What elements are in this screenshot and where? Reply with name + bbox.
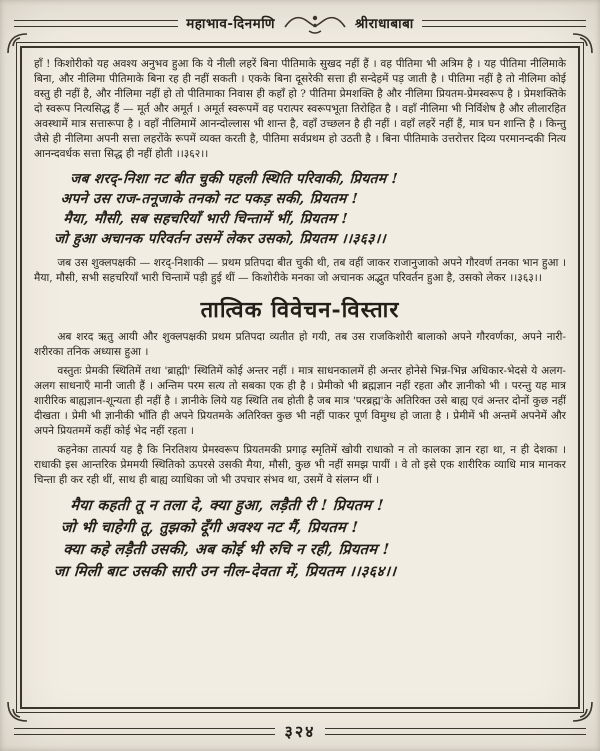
footer-rule-left bbox=[14, 728, 275, 735]
paragraph: वस्तुतः प्रेमकी स्थितिमें तथा 'ब्राह्मी' स्थितिमें कोई अन्तर नहीं । मात्र साधनकालमें ही अन्तर होनेसे भिन्न-भिन्न अधिकार-भेदसे ये अलग-अलग साधनाएँ मानी जाती हैं । अन्तिम परम सत्य तो सबका एक ही है । प्रेमीको भी ब्रह्मज्ञान नहीं रहता और ज्ञानीको भी । परन्तु यह मात्र शारीरिक बाह्यज्ञान-शून्यता ही नहीं है । ज्ञानीके लिये यह स्थिति तब होती है जब मात्र 'परब्रह्म'के अतिरिक्त उसे बाह्य एवं अन्तर दोनों कुछ नहीं दीखता । प्रेमी भी ज्ञानीकी भाँति ही अपने प्रियतमके अतिरिक्त कुछ भी नहीं पाकर पूर्ण विमुग्ध हो जाता है । प्रेमीमें भी अन्तमें अपनेमें और अपने प्रियतममें कहीं कोई भेद नहीं रहता । bbox=[34, 365, 566, 437]
verse-line: अपने उस राज-तनूजाके तनको नट पकड़ सकी, प्रियतम ! bbox=[60, 191, 359, 207]
verse-block bbox=[31, 495, 569, 583]
page-footer bbox=[14, 717, 586, 745]
page-header bbox=[14, 8, 586, 38]
verse-line: जो भी चाहेगी तू, तुझको दूँगी अवश्य नट मैं, प्रियतम ! bbox=[60, 519, 359, 536]
header-title-right: श्रीराधाबाबा bbox=[355, 16, 414, 32]
section-heading: तात्विक विवेचन-विस्तार bbox=[200, 297, 400, 323]
verse-line: मैया, मौसी, सब सहचरियाँ भारी चिन्तामें भीं, प्रियतम ! bbox=[62, 211, 349, 227]
verse-line: मैया कहती तू न तला दे, क्या हुआ, लड़ैती री ! प्रियतम ! bbox=[69, 497, 385, 514]
footer-rule-right bbox=[325, 728, 586, 735]
paragraph: कहनेका तात्पर्य यह है कि निरतिशय प्रेमस्वरूप प्रियतमकी प्रगाढ़ स्मृतिमें खोयी राधाको न तो कालका ज्ञान रहा था, न ही देशका । राधाकी इस आन्तरिक प्रेममयी स्थितिको ऊपरसे उसकी मैया, मौसी, कुछ भी नहीं समझ पायीं । वे तो इसे एक शारीरिक व्याधि मात्र मानकर चिन्ता ही कर रही थीं, साथ ही बाह्य व्याधिका जो भी उपचार संभव था, उसमें वे संलग्न थीं । bbox=[34, 444, 566, 486]
verse-block bbox=[31, 169, 569, 249]
header-title-left: महाभाव-दिनमणि bbox=[186, 16, 276, 32]
page-border-frame bbox=[16, 42, 584, 713]
header-rule-right bbox=[422, 20, 586, 27]
paragraph: जब उस शुक्लपक्षकी — शरद्-निशाकी — प्रथम प्रतिपदा बीत चुकी थी, तब वहीं जाकर राजानुजाको अपने गौरवर्ण तनका भान हुआ । मैया, मौसी, सभी सहचरियाँ भारी चिन्तामें पड़ी हुई थीं — किशोरीके मनका जो अचानक अद्भुत परिवर्तन हुआ है, उसको लेकर ।।३६३।। bbox=[34, 257, 566, 284]
page-content bbox=[22, 48, 578, 707]
verse-line: क्या कहे लड़ैती उसकी, अब कोई भी रुचि न रही, प्रियतम ! bbox=[62, 541, 391, 558]
verse-line: जा मिली बाट उसकी सारी उन नील-देवता में, प्रियतम ।।३६४।। bbox=[53, 563, 397, 580]
verse-line: जब शरद्-निशा नट बीत चुकी पहली स्थिति परिवाकी, प्रियतम ! bbox=[69, 171, 399, 187]
header-flourish-icon bbox=[283, 10, 347, 36]
verse-line: जो हुआ अचानक परिवर्तन उसमें लेकर उसको, प्रियतम ।।३६३।। bbox=[53, 231, 387, 247]
paragraph: हाँ ! किशोरीको यह अवश्य अनुभव हुआ कि ये नीली लहरें बिना पीतिमाके सुखद नहीं हैं । वह पीतिमा भी अत्रिम है । यह पीतिमा नीलिमाके बिना, और नीलिमा पीतिमाके बिना रह ही नहीं सकती । एकके बिना दूसरेकी सत्ता ही सन्देहमें पड़ जाती है । पीतिमा नहीं है तो नीलिमा कोई वस्तु ही नहीं है, और नीलिमा नहीं हो तो पीतिमाका निवास ही कहाँ हो ? पीतिमा प्रेमशक्ति है और नीलिमा प्रियतम-प्रेमस्वरूप है । प्रेमशक्तिके दो स्वरूप नित्यसिद्ध हैं — मूर्त और अमूर्त । अमूर्त स्वरूपमें वह परात्पर स्वरूपभूता तिरोहित है । वहाँ नीलिमा भी निर्विशेष है और लीलारहित अवस्थामें मात्र सत्तारूपा है । वहाँ नीलिमामें आनन्दोल्लास भी शान्त है, वहाँ उच्छलन है ही नहीं । वहाँ लहरें नहीं हैं, मात्र घन शान्ति है । किन्तु जैसे ही नीलिमा अपनी सत्ता लहरोंके रूपमें व्यक्त करती है, पीतिमा सर्वप्रथम हो उठती है । बिना पीतिमाके उत्तरोत्तर दिव्य परमानन्दकी नित्य आनन्दवर्धक सत्ता सिद्ध ही नहीं होती ।।३६२।। bbox=[34, 58, 566, 160]
page-border-inner bbox=[20, 46, 580, 709]
paragraph: अब शरद ऋतु आयी और शुक्लपक्षकी प्रथम प्रतिपदा व्यतीत हो गयी, तब उस राजकिशोरी बालाको अपने गौरवर्णका, अपने नारी-शरीरका तनिक अध्यास हुआ । bbox=[34, 331, 566, 358]
page-number: ३२४ bbox=[284, 722, 316, 741]
header-rule-left bbox=[14, 20, 178, 27]
